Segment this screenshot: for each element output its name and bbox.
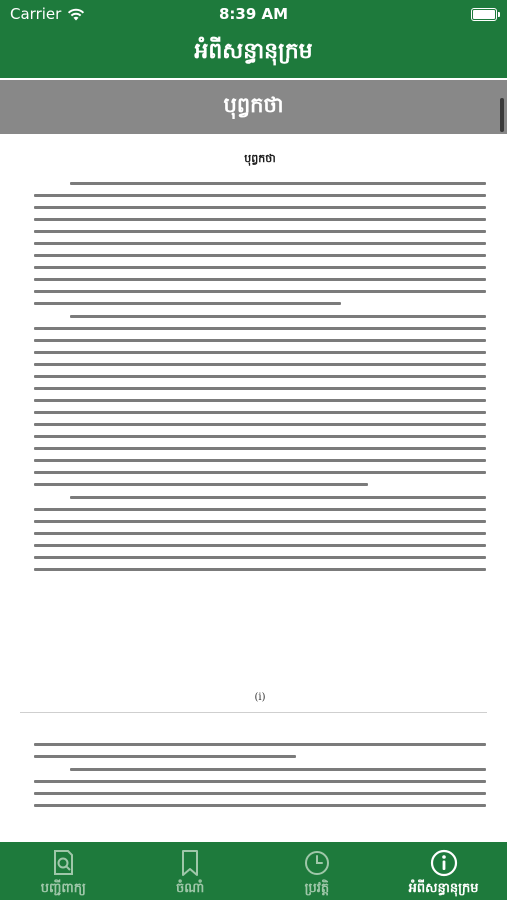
tab-bar xyxy=(0,842,507,900)
page-title: បុព្វកថា xyxy=(244,152,276,165)
document-page xyxy=(34,152,486,707)
carrier-group xyxy=(10,5,85,23)
tab-label: ចំណាំ xyxy=(176,881,205,896)
page-number: (i) xyxy=(254,692,266,703)
section-title: បុព្វកថា xyxy=(0,80,507,134)
info-icon xyxy=(429,848,459,878)
tab-history[interactable] xyxy=(254,842,381,900)
tab-label: បញ្ជីពាក្យ xyxy=(40,881,86,896)
nav-title: អំពីសន្ធានុក្រម xyxy=(0,28,507,78)
page-divider xyxy=(20,712,487,713)
scroll-indicator[interactable] xyxy=(500,98,504,132)
wifi-icon xyxy=(67,8,85,21)
history-clock-icon xyxy=(302,848,332,878)
paragraph xyxy=(34,743,486,758)
status-bar xyxy=(0,0,507,28)
tab-label: ប្រវត្តិ xyxy=(304,881,330,896)
clock: 8:39 AM xyxy=(218,5,289,23)
search-document-icon xyxy=(48,848,78,878)
tab-label: អំពីសន្ធានុក្រម xyxy=(408,881,479,896)
document-viewer[interactable] xyxy=(0,134,507,842)
battery-icon xyxy=(471,8,497,21)
tab-about[interactable] xyxy=(380,842,507,900)
document-page xyxy=(34,734,486,842)
carrier-label: Carrier xyxy=(10,5,62,23)
paragraph xyxy=(34,496,486,571)
tab-word-list[interactable] xyxy=(0,842,127,900)
bookmark-icon xyxy=(175,848,205,878)
paragraph xyxy=(34,182,486,305)
paragraph xyxy=(34,315,486,486)
paragraph xyxy=(34,768,486,807)
tab-bookmarks[interactable] xyxy=(127,842,254,900)
